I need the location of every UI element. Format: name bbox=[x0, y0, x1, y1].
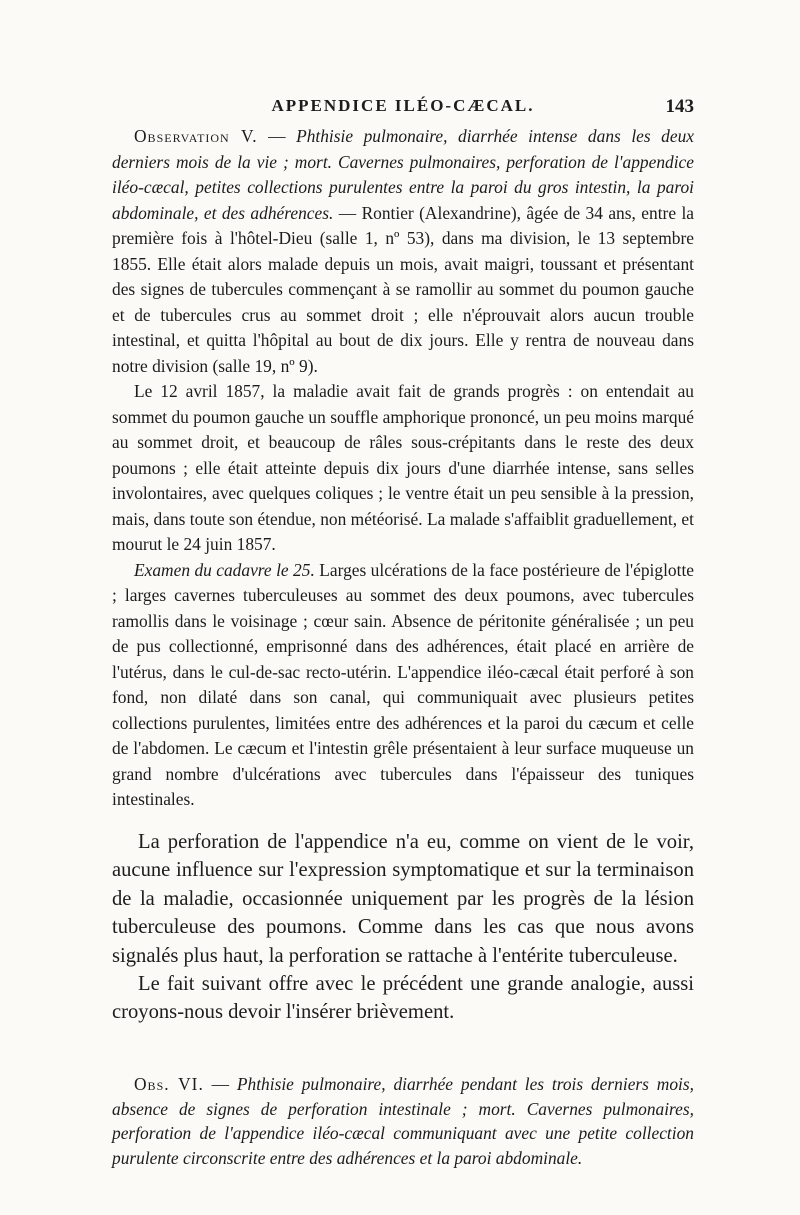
commentary-paragraph-1: La perforation de l'appendice n'a eu, comme on vient de le voir, aucune influence sur l'expression symptomatique et sur la terminaison de la maladie, occasionnée uniquement par les progrès de la lésion tuberculeuse des poumons. Comme dans les cas que nous avons signalés plus haut, la perforation se rattache à l'entérite tuberculeuse. bbox=[112, 831, 694, 967]
running-title: APPENDICE ILÉO-CÆCAL. bbox=[271, 96, 535, 115]
observation-v-label: Observation V. bbox=[134, 126, 258, 146]
observation-v-title: Phthisie pulmonaire, diarrhée intense dans les deux derniers mois de la vie ; mort. Cavernes pulmonaires, perforation de l'appendice iléo-cæcal, petites collections purulentes entre la paroi du gros intestin, la paroi abdominale, et des adhérences. bbox=[112, 126, 694, 223]
observation-vi-dash: — bbox=[203, 1074, 237, 1094]
observation-v bbox=[112, 124, 694, 813]
observation-v-dash: — bbox=[257, 126, 297, 146]
commentary bbox=[112, 828, 694, 1027]
observation-v-body: — Rontier (Alexandrine), âgée de 34 ans, entre la première fois à l'hôtel-Dieu (salle 1, nº 53), dans ma division, le 13 septembre 1855. Elle était alors malade depuis un mois, avait maigri, toussant et présentant des signes de tubercules commençant à se ramollir au sommet du poumon gauche et de tubercules crus au sommet droit ; elle n'éprouvait alors aucun trouble intestinal, et quitta l'hôpital au bout de dix jours. Elle y rentra de nouveau dans notre division (salle 19, nº 9). bbox=[112, 202, 694, 376]
observation-vi-title: Phthisie pulmonaire, diarrhée pendant les trois derniers mois, absence de signes de perforation intestinale ; mort. Cavernes pulmonaires, perforation de l'appendice iléo-cæcal communiquant avec une petite collection purulente circonscrite entre des adhérences et la paroi abdominale. bbox=[112, 1074, 694, 1168]
exam-heading: Examen du cadavre le 25. bbox=[134, 559, 315, 580]
observation-vi bbox=[112, 1072, 694, 1170]
observation-v-paragraph-2: Le 12 avril 1857, la maladie avait fait de grands progrès : on entendait au sommet du poumon gauche un souffle amphorique prononcé, un peu moins marqué au sommet droit, et beaucoup de râles sous-crépitants dans le reste des deux poumons ; elle était atteinte depuis dix jours d'une diarrhée intense, sans selles involontaires, avec quelques coliques ; le ventre était un peu sensible à la pression, mais, dans toute son étendue, non météorisé. La malade s'affaiblit graduellement, et mourut le 24 juin 1857. bbox=[112, 381, 694, 554]
observation-vi-paragraph bbox=[112, 1072, 694, 1170]
running-head bbox=[112, 96, 694, 120]
observation-v-paragraph-3 bbox=[112, 558, 694, 813]
commentary-paragraph-2: Le fait suivant offre avec le précédent une grande analogie, aussi croyons-nous devoir l'insérer brièvement. bbox=[112, 973, 694, 1024]
observation-v-paragraph-1 bbox=[112, 124, 694, 379]
page-number: 143 bbox=[665, 96, 694, 117]
exam-body: Larges ulcérations de la face postérieure de l'épiglotte ; larges cavernes tuberculeuses au sommet des deux poumons, avec tubercules ramollis dans le voisinage ; cœur sain. Absence de péritonite généralisée ; un peu de pus collectionné, emprisonné dans des adhérences, était placé en arrière de l'utérus, dans le cul-de-sac recto-utérin. L'appendice iléo-cæcal était perforé à son fond, non dilaté dans son canal, qui communiquait avec plusieurs petites collections purulentes, limitées entre des adhérences et la paroi du cæcum et celle de l'abdomen. Le cæcum et l'intestin grêle présentaient à leur surface muqueuse un grand nombre d'ulcérations avec tubercules dans l'épaisseur des tuniques intestinales. bbox=[112, 559, 694, 809]
observation-vi-label: Obs. VI. bbox=[134, 1074, 204, 1094]
